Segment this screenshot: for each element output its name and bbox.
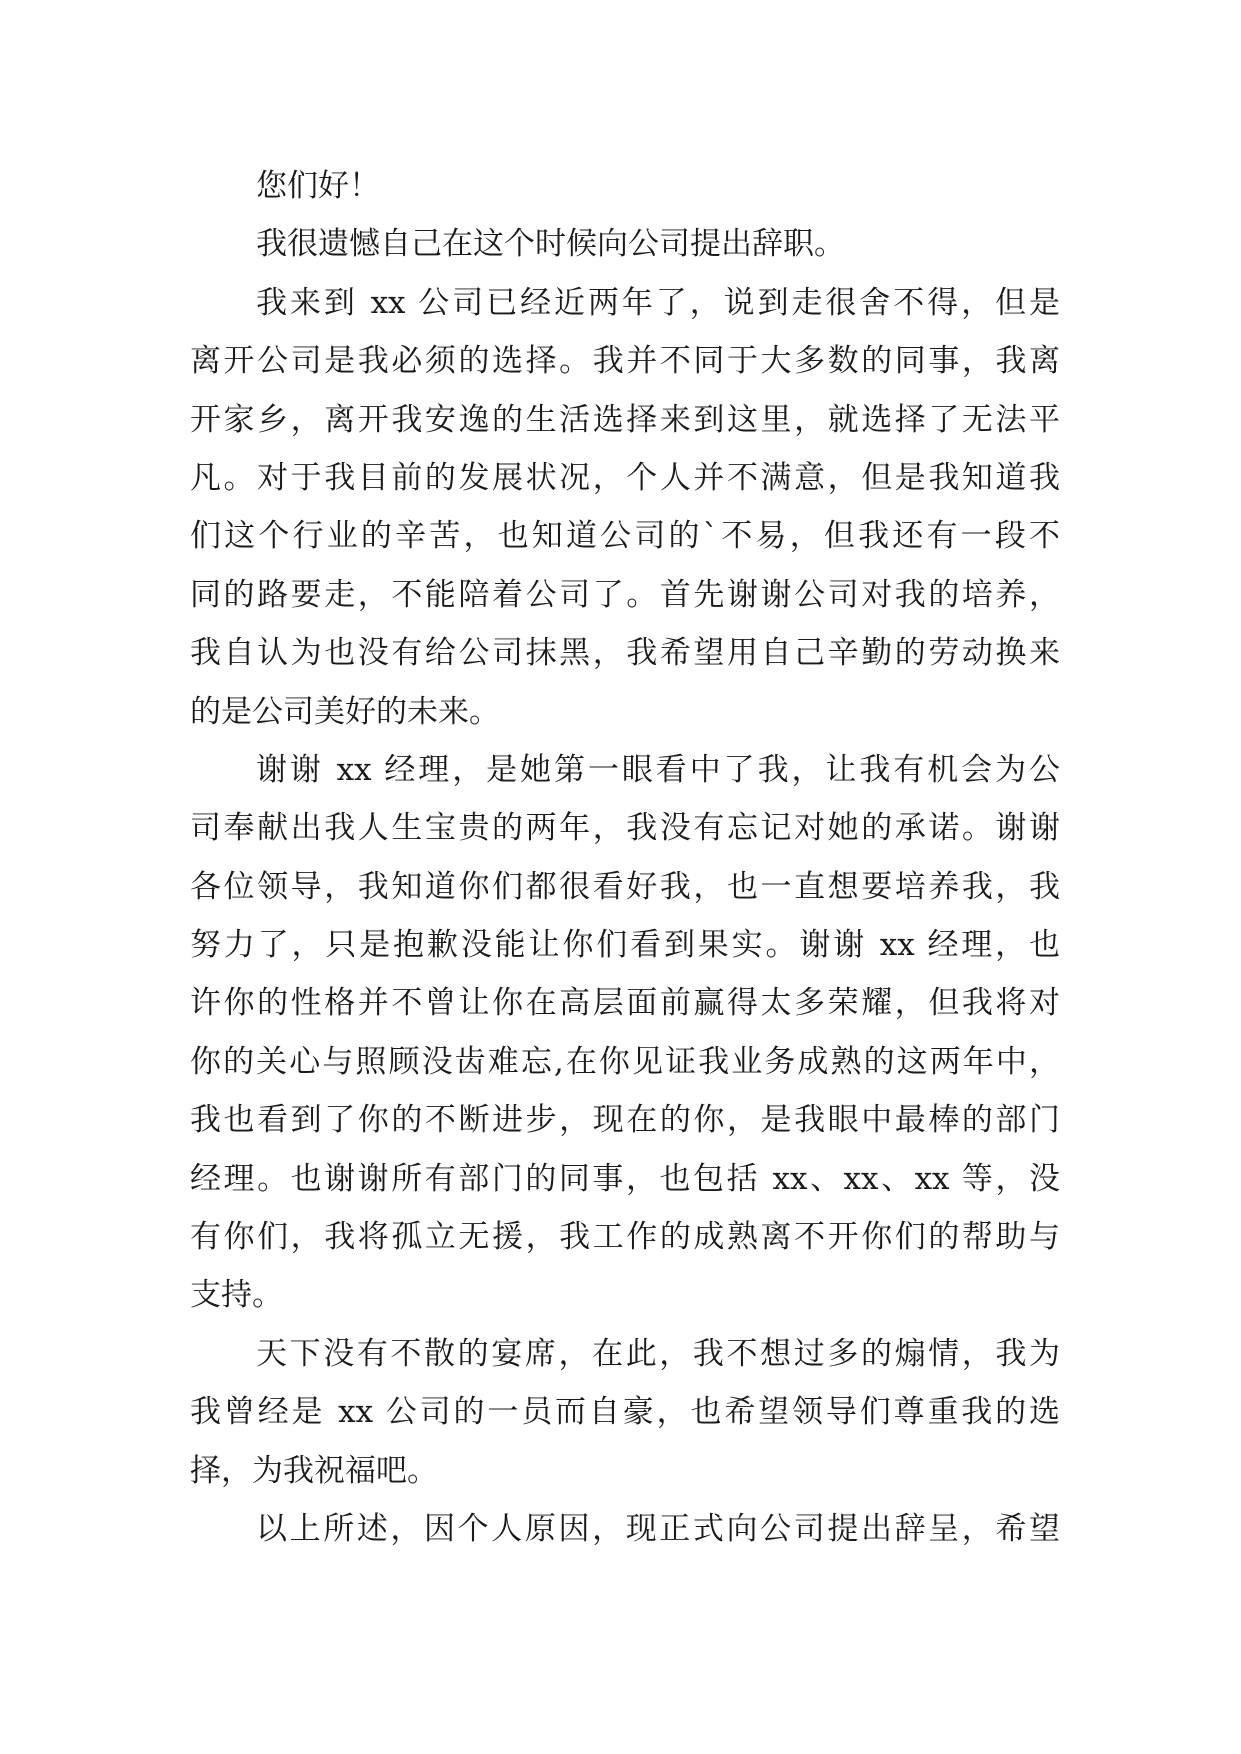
letter-line: 天下没有不散的宴席，在此，我不想过多的煽情，我为 [256, 1335, 1060, 1372]
letter-line: 我也看到了你的不断进步，现在的你，是我眼中最棒的部门 [190, 1102, 1060, 1139]
letter-line: 有你们，我将孤立无援，我工作的成熟离不开你们的帮助与 [190, 1219, 1060, 1256]
letter-line: 我来到 xx 公司已经近两年了，说到走很舍不得，但是 [256, 284, 1060, 321]
letter-line: 经理。也谢谢所有部门的同事，也包括 xx、xx、xx 等，没 [190, 1160, 1060, 1197]
letter-line: 支持。 [190, 1277, 283, 1314]
letter-line: 谢谢 xx 经理，是她第一眼看中了我，让我有机会为公 [256, 751, 1060, 788]
letter-line: 你的关心与照顾没齿难忘,在你见证我业务成熟的这两年中， [190, 1043, 1060, 1080]
letter-line: 您们好！ [256, 168, 380, 204]
letter-line: 努力了，只是抱歉没能让你们看到果实。谢谢 xx 经理，也 [190, 927, 1060, 964]
letter-line: 许你的性格并不曾让你在高层面前赢得太多荣耀，但我将对 [190, 985, 1060, 1022]
letter-line: 各位领导，我知道你们都很看好我，也一直想要培养我，我 [190, 868, 1060, 905]
letter-line: 离开公司是我必须的选择。我并不同于大多数的同事，我离 [190, 343, 1060, 380]
letter-line: 我自认为也没有给公司抹黑，我希望用自己辛勤的劳动换来 [190, 635, 1060, 672]
letter-line: 择，为我祝福吧。 [190, 1452, 438, 1489]
letter-line: 同的路要走，不能陪着公司了。首先谢谢公司对我的培养， [190, 576, 1060, 613]
letter-line: 们这个行业的辛苦，也知道公司的`不易，但我还有一段不 [190, 518, 1060, 555]
letter-line: 开家乡，离开我安逸的生活选择来到这里，就选择了无法平 [190, 401, 1060, 438]
letter-line: 以上所述，因个人原因，现正式向公司提出辞呈，希望 [256, 1510, 1060, 1547]
letter-line: 的是公司美好的未来。 [190, 693, 500, 730]
letter-line: 凡。对于我目前的发展状况，个人并不满意，但是我知道我 [190, 459, 1060, 496]
letter-line: 我很遗憾自己在这个时候向公司提出辞职。 [256, 226, 845, 263]
letter-line: 我曾经是 xx 公司的一员而自豪，也希望领导们尊重我的选 [190, 1394, 1060, 1431]
letter-line: 司奉献出我人生宝贵的两年，我没有忘记对她的承诺。谢谢 [190, 810, 1060, 847]
letter-body [190, 157, 1060, 1558]
